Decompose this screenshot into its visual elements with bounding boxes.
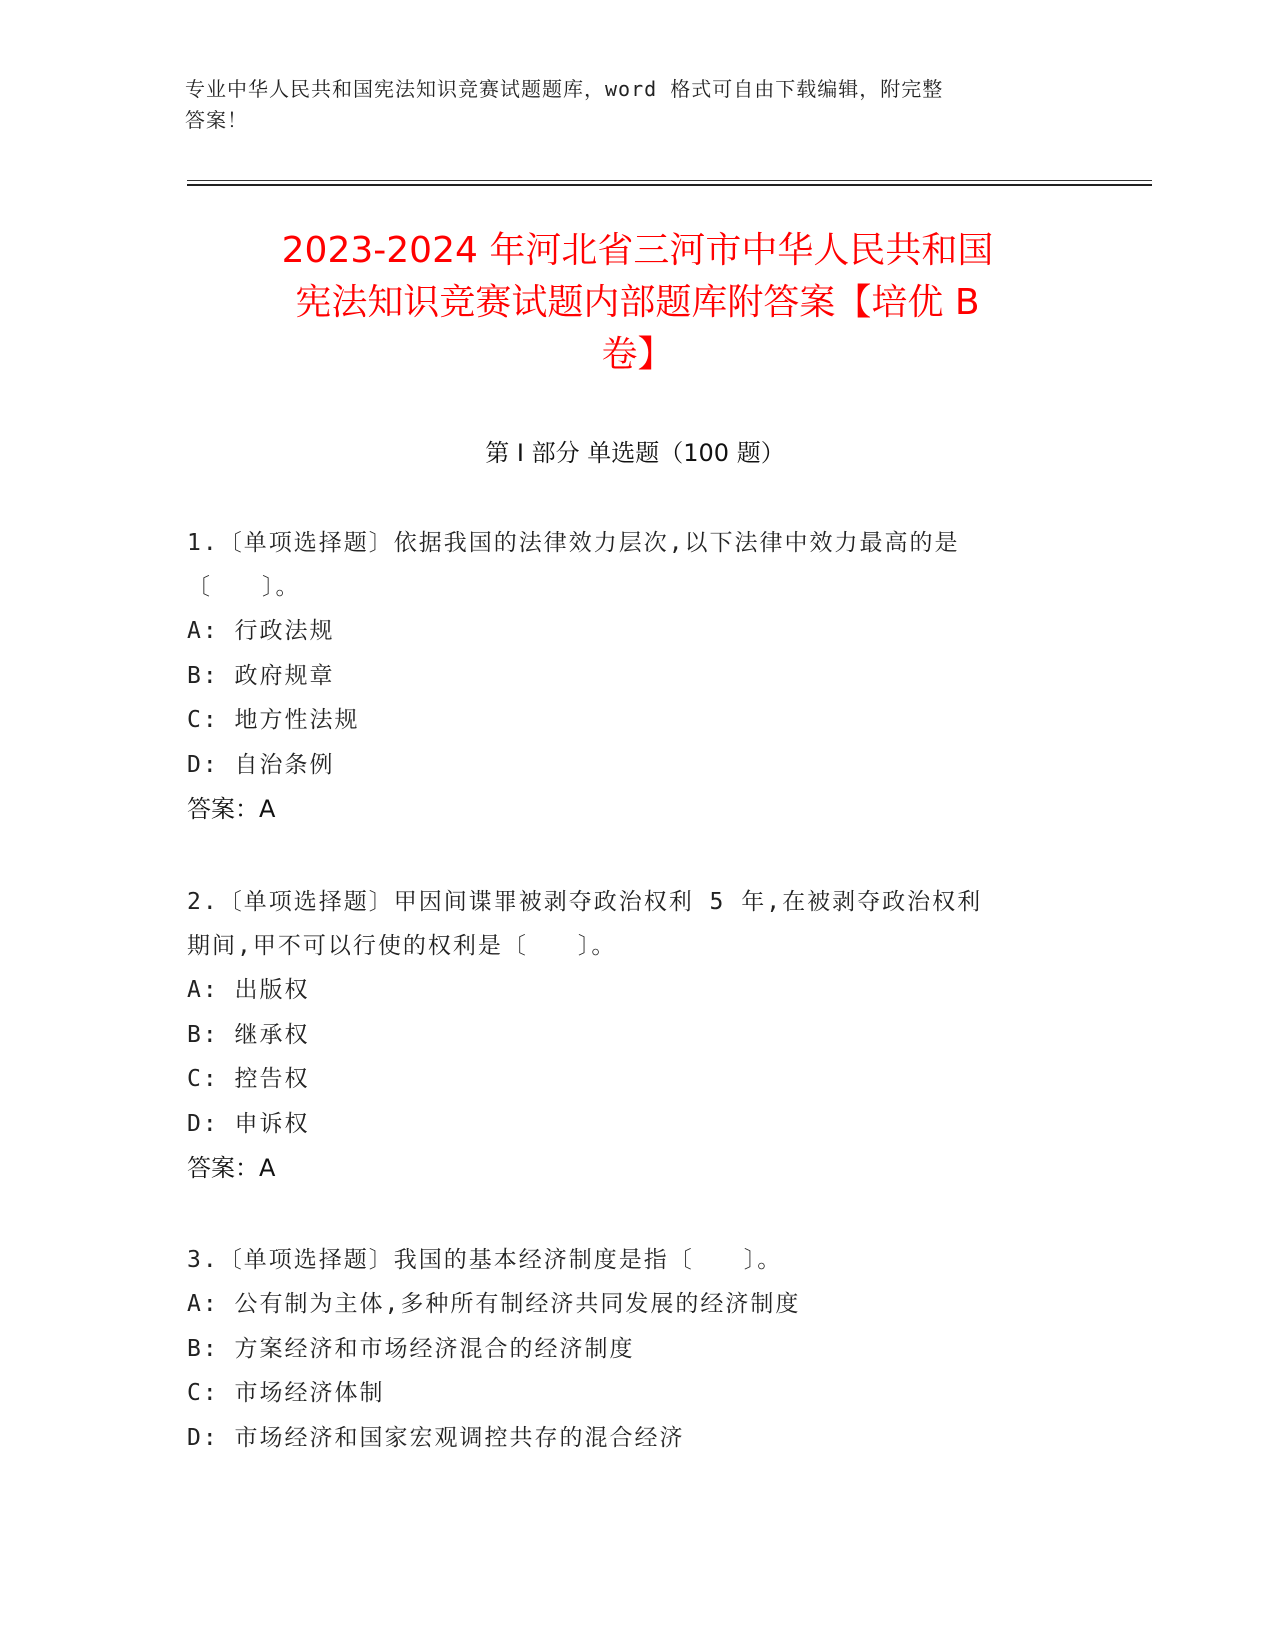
option-c: C: 市场经济体制 (187, 1380, 385, 1406)
question-text-line1: 2.〔单项选择题〕甲因间谍罪被剥夺政治权利 5 年,在被剥夺政治权利 (187, 889, 983, 915)
answer: 答案：A (187, 1154, 276, 1182)
document-title (190, 225, 1085, 381)
header-note (185, 74, 1085, 136)
question-2 (187, 880, 1087, 1190)
option-c: C: 地方性法规 (187, 707, 360, 733)
question-1 (187, 521, 1087, 831)
option-d: D: 申诉权 (187, 1110, 310, 1137)
document-title-line3: 卷】 (601, 334, 674, 375)
option-d: D: 自治条例 (187, 751, 335, 778)
question-text-line2: 期间,甲不可以行使的权利是〔 〕。 (187, 933, 617, 959)
option-a: A: 行政法规 (187, 618, 335, 644)
option-b: B: 继承权 (187, 1021, 310, 1048)
question-text-line2: 〔 〕。 (187, 574, 301, 600)
option-d: D: 市场经济和国家宏观调控共存的混合经济 (187, 1424, 685, 1451)
header-note-line1: 专业中华人民共和国宪法知识竞赛试题题库，word 格式可自由下载编辑，附完整 (185, 77, 944, 101)
document-title-line1: 2023-2024 年河北省三河市中华人民共和国 (281, 230, 994, 271)
question-text-line1: 1.〔单项选择题〕依据我国的法律效力层次,以下法律中效力最高的是 (187, 530, 960, 556)
option-c: C: 控告权 (187, 1066, 310, 1092)
option-a: A: 公有制为主体,多种所有制经济共同发展的经济制度 (187, 1291, 801, 1317)
header-note-line2: 答案！ (185, 108, 248, 132)
option-a: A: 出版权 (187, 977, 310, 1003)
document-title-line2: 宪法知识竞赛试题内部题库附答案【培优 B (295, 282, 980, 323)
question-text-line1: 3.〔单项选择题〕我国的基本经济制度是指〔 〕。 (187, 1247, 783, 1273)
section-heading: 第 I 部分 单选题（100 题） (485, 439, 785, 467)
option-b: B: 方案经济和市场经济混合的经济制度 (187, 1335, 635, 1362)
option-b: B: 政府规章 (187, 662, 335, 689)
header-rule-thick (187, 184, 1152, 186)
answer: 答案：A (187, 795, 276, 823)
question-3 (187, 1238, 1087, 1460)
header-rule-thin (187, 180, 1152, 181)
